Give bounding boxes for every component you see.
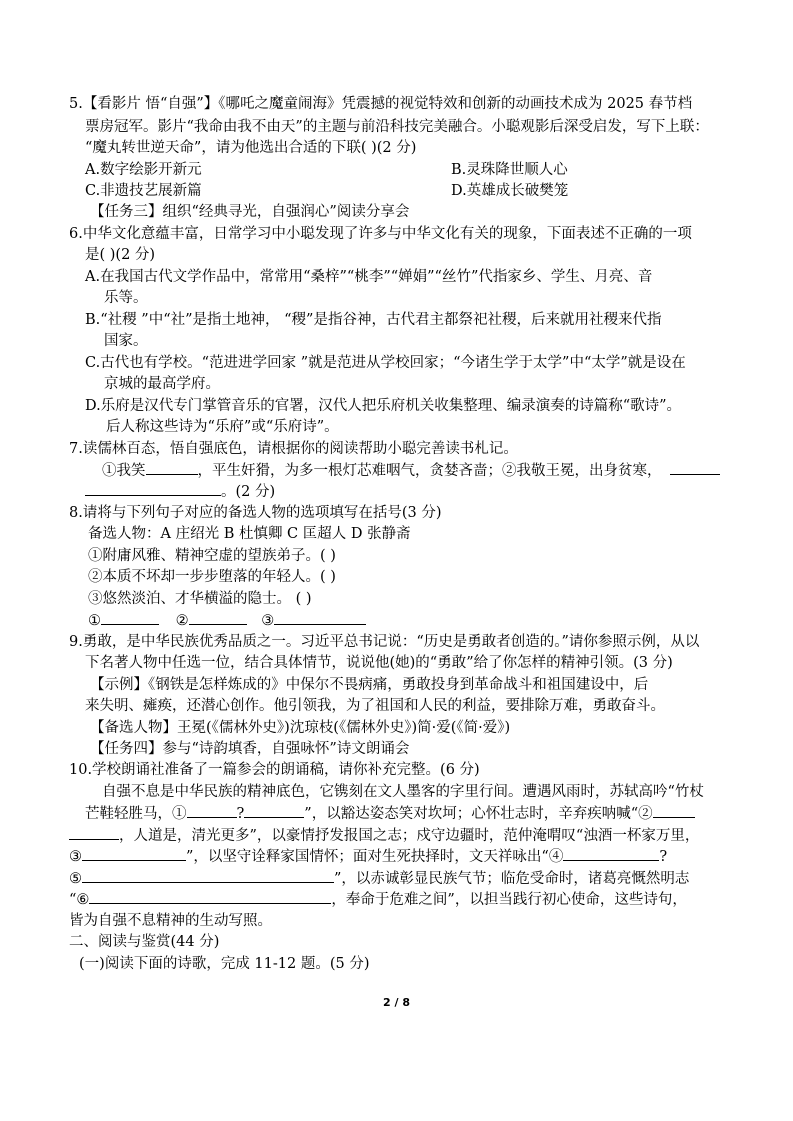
page-number: 2 / 8 bbox=[383, 996, 410, 1009]
q5-option-a: A.数字绘影开新元 bbox=[85, 162, 202, 178]
q5-option-c: C.非遗技艺展新篇 bbox=[85, 183, 202, 199]
q10-blank-2b[interactable] bbox=[69, 825, 119, 840]
subsection-1-heading: (一)阅读下面的诗歌，完成 11-12 题。(5 分) bbox=[79, 956, 370, 972]
task4-heading: 【任务四】参与“诗韵填香，自强咏怀”诗文朗诵会 bbox=[90, 741, 410, 757]
q6-line-1: 6.中华文化意蕴丰富，日常学习中小聪发现了许多与中华文化有关的现象，下面表述不正确的一项 bbox=[69, 226, 692, 242]
q8-answer-label-1: ① bbox=[88, 613, 101, 629]
q7-blank-2a[interactable] bbox=[670, 460, 720, 475]
q10-blank-5[interactable] bbox=[82, 868, 334, 883]
q7-text-b: ，平生奸猾，为多一根灯芯难咽气，贪婪吝啬；②我敬王冕，出身贫寒， bbox=[197, 463, 662, 479]
q10-blank-6[interactable] bbox=[89, 889, 331, 904]
q7-line-2 bbox=[102, 460, 720, 481]
q10-blank-3[interactable] bbox=[82, 846, 186, 861]
q10-blank-1b[interactable] bbox=[244, 803, 304, 818]
q10-text-6a: “⑥ bbox=[69, 892, 90, 908]
q10-text-4b: ”，以坚守诠释家国情怀；面对生死抉择时，文天祥咏出“④ bbox=[186, 849, 564, 865]
q6-option-d-2: 后人称这些诗为“乐府”或“乐府诗”。 bbox=[106, 419, 339, 435]
q10-text-3: ，人道是，清光更多”，以豪情抒发报国之志；戍守边疆时，范仲淹喟叹“浊酒一杯家万里， bbox=[119, 828, 700, 844]
q5-line-2: 票房冠军。影片“我命由我不由天”的主题与前沿科技完美融合。小聪观影后深受启发，写下上联： bbox=[85, 119, 709, 135]
q8-answer-line bbox=[88, 610, 366, 631]
q5-option-d: D.英雄成长破樊笼 bbox=[451, 183, 569, 199]
q7-blank-2b[interactable] bbox=[85, 481, 221, 496]
q6-option-c-1: C.古代也有学校。“范进进学回家 ”就是范进从学校回家；“今诸生学于太学”中“太学”就是设在 bbox=[85, 355, 686, 371]
q10-blank-2a[interactable] bbox=[653, 803, 695, 818]
q10-mark-1: ? bbox=[236, 806, 245, 822]
q5-line-3: “魔丸转世逆天命”，请为他选出合适的下联( )(2 分) bbox=[85, 140, 417, 156]
q9-example-1: 【示例】《钢铁是怎样炼成的》中保尔不畏病痛，勇敢投身到革命战斗和祖国建设中，后 bbox=[90, 677, 649, 693]
q8-line-1: 8.请将与下列句子对应的备选人物的选项填写在括号(3 分) bbox=[69, 505, 442, 521]
q8-sentence-3: ③悠然淡泊、才华横溢的隐士。 ( ) bbox=[88, 591, 312, 607]
q7-line-3 bbox=[85, 481, 275, 502]
q10-text-4a: ③ bbox=[69, 849, 82, 865]
q7-text-a: ①我笑 bbox=[102, 463, 146, 479]
q6-line-2: 是( )(2 分) bbox=[85, 247, 156, 263]
q10-para-4 bbox=[69, 846, 667, 867]
q8-answer-blank-1[interactable] bbox=[101, 610, 159, 625]
q7-blank-1[interactable] bbox=[146, 460, 198, 475]
q10-line-1: 10.学校朗诵社准备了一篇参会的朗诵稿，请你补充完整。(6 分) bbox=[69, 762, 480, 778]
q10-text-5a: ⑤ bbox=[69, 871, 82, 887]
q7-text-c: 。(2 分) bbox=[221, 484, 276, 500]
q6-option-a-2: 乐等。 bbox=[104, 290, 148, 306]
q10-text-5b: ”，以赤诚彰显民族气节；临危受命时，诸葛亮慨然明志 bbox=[334, 871, 690, 887]
q8-sentence-2: ②本质不坏却一步步堕落的年轻人。( ) bbox=[88, 569, 336, 585]
q10-text-2a: 芒鞋轻胜马，① bbox=[85, 806, 187, 822]
q6-option-b-1: B.“社稷 ”中“社”是指土地神， “稷”是指谷神，古代君主都祭祀社稷，后来就用社稷来代指 bbox=[85, 312, 662, 328]
q9-line-1: 9.勇敢，是中华民族优秀品质之一。习近平总书记说：“历史是勇敢者创造的。”请你参照示例，从以 bbox=[69, 634, 700, 650]
q10-blank-4[interactable] bbox=[563, 846, 659, 861]
q8-answer-label-3: ③ bbox=[261, 613, 275, 629]
q10-para-1: 自强不息是中华民族的精神底色，它镌刻在文人墨客的字里行间。遭遇风雨时，苏轼高吟“竹杖 bbox=[102, 784, 704, 800]
q6-option-b-2: 国家。 bbox=[104, 333, 148, 349]
q7-line-1: 7.读儒林百态，悟自强底色，请根据你的阅读帮助小聪完善读书札记。 bbox=[69, 441, 518, 457]
q8-candidates: 备选人物：A 庄绍光 B 杜慎卿 C 匡超人 D 张静斋 bbox=[88, 526, 411, 542]
q6-option-c-2: 京城的最高学府。 bbox=[104, 376, 220, 392]
q9-example-2: 来失明、瘫痪，还潜心创作。他引领我，为了祖国和人民的利益，要排除万难，勇敢奋斗。 bbox=[85, 698, 665, 714]
q10-para-2 bbox=[85, 803, 695, 824]
q6-option-a-1: A.在我国古代文学作品中，常常用“桑梓”“桃李”“婵娟”“丝竹”代指家乡、学生、月亮、音 bbox=[85, 269, 653, 285]
q5-line-1: 5.【看影片 悟“自强”】《哪吒之魔童闹海》凭震撼的视觉特效和创新的动画技术成为 2025 春节档 bbox=[69, 96, 693, 112]
q9-line-2: 下名著人物中任选一位，结合具体情节，说说他(她)的“勇敢”给了你怎样的精神引领。(3 分) bbox=[85, 655, 673, 671]
q9-candidates: 【备选人物】王冕(《儒林外史》)沈琼枝(《儒林外史》)简·爱(《简·爱》) bbox=[90, 720, 511, 736]
q10-para-3 bbox=[69, 825, 699, 846]
q8-answer-label-2: ② bbox=[175, 613, 189, 629]
q10-text-6b: ，奉命于危难之间”，以担当践行初心使命，这些诗句， bbox=[331, 892, 687, 908]
q8-sentence-1: ①附庸风雅、精神空虚的望族弟子。( ) bbox=[88, 548, 336, 564]
q8-answer-blank-3[interactable] bbox=[274, 610, 366, 625]
q10-mark-4: ? bbox=[659, 849, 668, 865]
q10-para-5 bbox=[69, 868, 689, 889]
task3-heading: 【任务三】组织“经典寻光，自强润心”阅读分享会 bbox=[90, 204, 410, 220]
q5-option-b: B.灵珠降世顺人心 bbox=[451, 162, 568, 178]
q10-text-2b: ”，以豁达姿态笑对坎坷；心怀壮志时，辛弃疾呐喊“② bbox=[304, 806, 653, 822]
q8-answer-blank-2[interactable] bbox=[189, 610, 247, 625]
q10-blank-1a[interactable] bbox=[187, 803, 237, 818]
q10-para-7: 皆为自强不息精神的生动写照。 bbox=[69, 913, 272, 929]
section-2-heading: 二、阅读与鉴赏(44 分) bbox=[69, 934, 220, 950]
q6-option-d-1: D.乐府是汉代专门掌管音乐的官署，汉代人把乐府机关收集整理、编录演奏的诗篇称“歌诗”。 bbox=[85, 398, 682, 414]
q10-para-6 bbox=[69, 889, 687, 910]
